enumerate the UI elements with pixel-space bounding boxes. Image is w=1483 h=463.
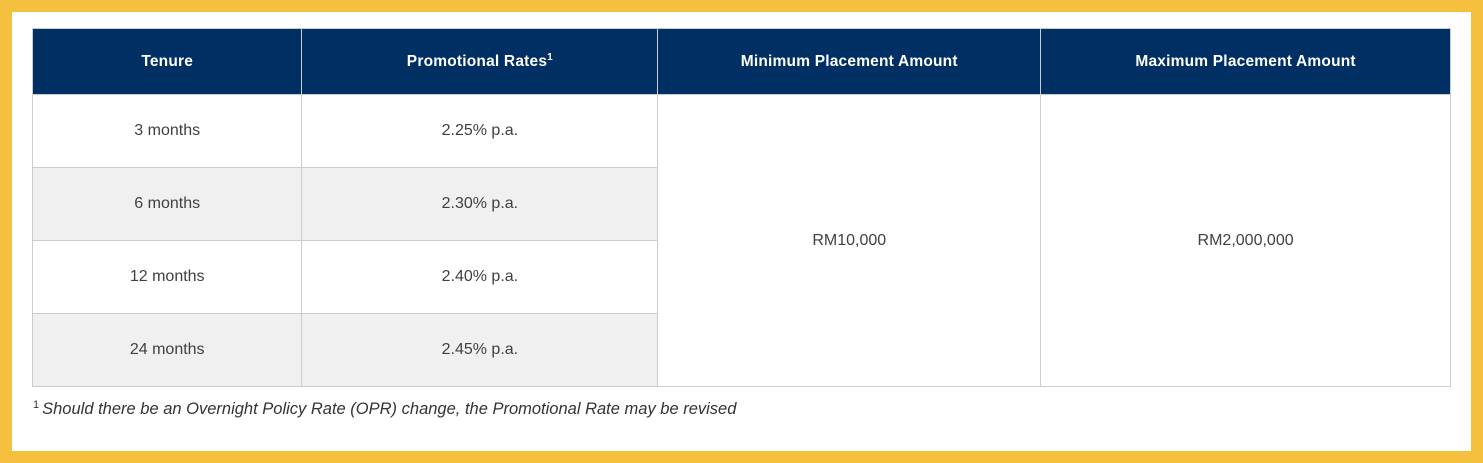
- header-tenure: [33, 29, 302, 95]
- rate-cell: 2.45% p.a.: [302, 314, 658, 387]
- tenure-cell: 12 months: [33, 241, 302, 314]
- table-header-row: [33, 29, 1451, 95]
- footnote-marker: 1: [33, 398, 40, 411]
- header-minimum-placement-label: Minimum Placement Amount: [740, 52, 958, 70]
- header-footnote-marker: 1: [547, 51, 553, 63]
- table-row: [33, 95, 1451, 168]
- header-tenure-label: Tenure: [141, 52, 194, 70]
- header-maximum-placement-label: Maximum Placement Amount: [1135, 52, 1356, 70]
- header-promotional-rates-label: Promotional Rates: [406, 52, 548, 70]
- footnote: [33, 400, 1451, 419]
- header-maximum-placement: [1041, 29, 1451, 95]
- minimum-placement-cell: RM10,000: [658, 95, 1041, 387]
- tenure-cell: 3 months: [33, 95, 302, 168]
- tenure-cell: 6 months: [33, 168, 302, 241]
- header-promotional-rates: [302, 29, 658, 95]
- header-minimum-placement: [658, 29, 1041, 95]
- promotional-rates-table: [32, 28, 1451, 387]
- rate-cell: 2.40% p.a.: [302, 241, 658, 314]
- maximum-placement-cell: RM2,000,000: [1041, 95, 1451, 387]
- rate-cell: 2.25% p.a.: [302, 95, 658, 168]
- content-area: [12, 12, 1471, 451]
- footnote-text: Should there be an Overnight Policy Rate (OPR) change, the Promotional Rate may be revised: [42, 400, 737, 418]
- tenure-cell: 24 months: [33, 314, 302, 387]
- rate-cell: 2.30% p.a.: [302, 168, 658, 241]
